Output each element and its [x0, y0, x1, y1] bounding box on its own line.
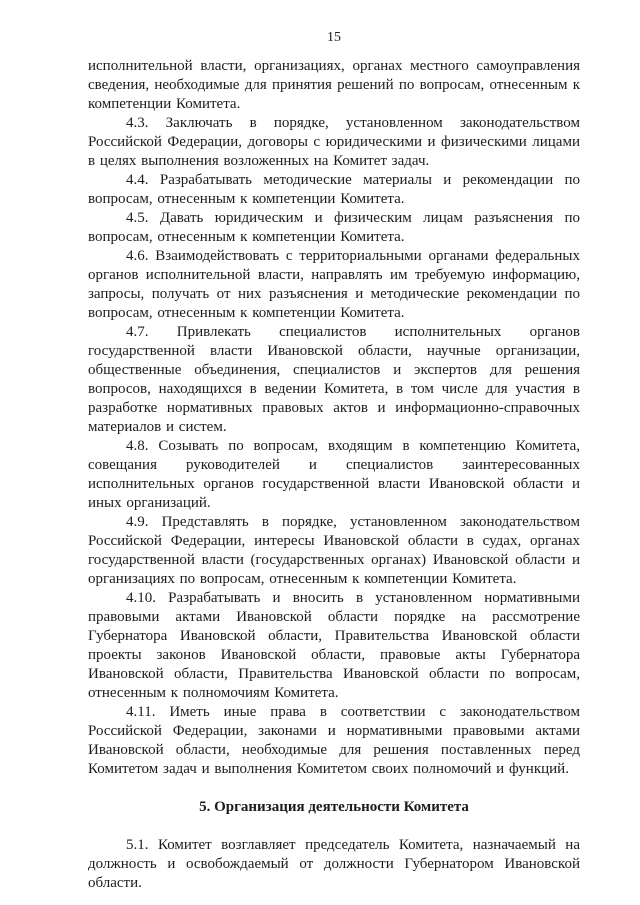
paragraph: 4.8. Созывать по вопросам, входящим в компетенцию Комитета, совещания руководителей и специалистов заинтересованных исполнительных органов государственной власти Ивановской области и иных организаций. — [88, 438, 580, 511]
paragraph: 4.4. Разрабатывать методические материалы и рекомендации по вопросам, отнесенным к компетенции Комитета. — [88, 172, 580, 207]
paragraph: 4.6. Взаимодействовать с территориальными органами федеральных органов исполнительной власти, направлять им требуемую информацию, запросы, получать от них разъяснения и методические рекомендации по вопросам, отнесенным к компетенции Комитета. — [88, 248, 580, 321]
paragraph: исполнительной власти, организациях, органах местного самоуправления сведения, необходимые для принятия решений по вопросам, отнесенным к компетенции Комитета. — [88, 58, 580, 112]
paragraph: 4.11. Иметь иные права в соответствии с законодательством Российской Федерации, законами и нормативными правовыми актами Ивановской области, необходимые для решения поставленных перед Комитетом задач и выполнения Комитетом своих полномочий и функций. — [88, 704, 580, 777]
paragraph: 4.5. Давать юридическим и физическим лицам разъяснения по вопросам, отнесенным к компетенции Комитета. — [88, 210, 580, 245]
paragraph: 5.1. Комитет возглавляет председатель Комитета, назначаемый на должность и освобождаемый от должности Губернатором Ивановской области. — [88, 837, 580, 891]
section-heading: 5. Организация деятельности Комитета — [199, 799, 469, 815]
document-body — [88, 57, 580, 893]
paragraph: 4.10. Разрабатывать и вносить в установленном нормативными правовыми актами Ивановской области порядке на рассмотрение Губернатора Ивановской области, Правительства Ивановской области проекты законов Ивановской области, правовые акты Губернатора Ивановской области, Правительства Ивановской области по вопросам, отнесенным к полномочиям Комитета. — [88, 590, 580, 701]
paragraph: 4.7. Привлекать специалистов исполнительных органов государственной власти Ивановской области, научные организации, общественные объединения, специалистов и экспертов для решения вопросов, находящихся в ведении Комитета, в том числе для участия в разработке нормативных правовых актов и информационно-справочных материалов и систем. — [88, 324, 580, 435]
page-number: 15 — [327, 30, 341, 45]
paragraph: 4.3. Заключать в порядке, установленном законодательством Российской Федерации, договоры с юридическими и физическими лицами в целях выполнения возложенных на Комитет задач. — [88, 115, 580, 169]
paragraph: 4.9. Представлять в порядке, установленном законодательством Российской Федерации, интересы Ивановской области в судах, органах государственной власти (государственных органах) Ивановской области и организациях по вопросам, отнесенным к компетенции Комитета. — [88, 514, 580, 587]
